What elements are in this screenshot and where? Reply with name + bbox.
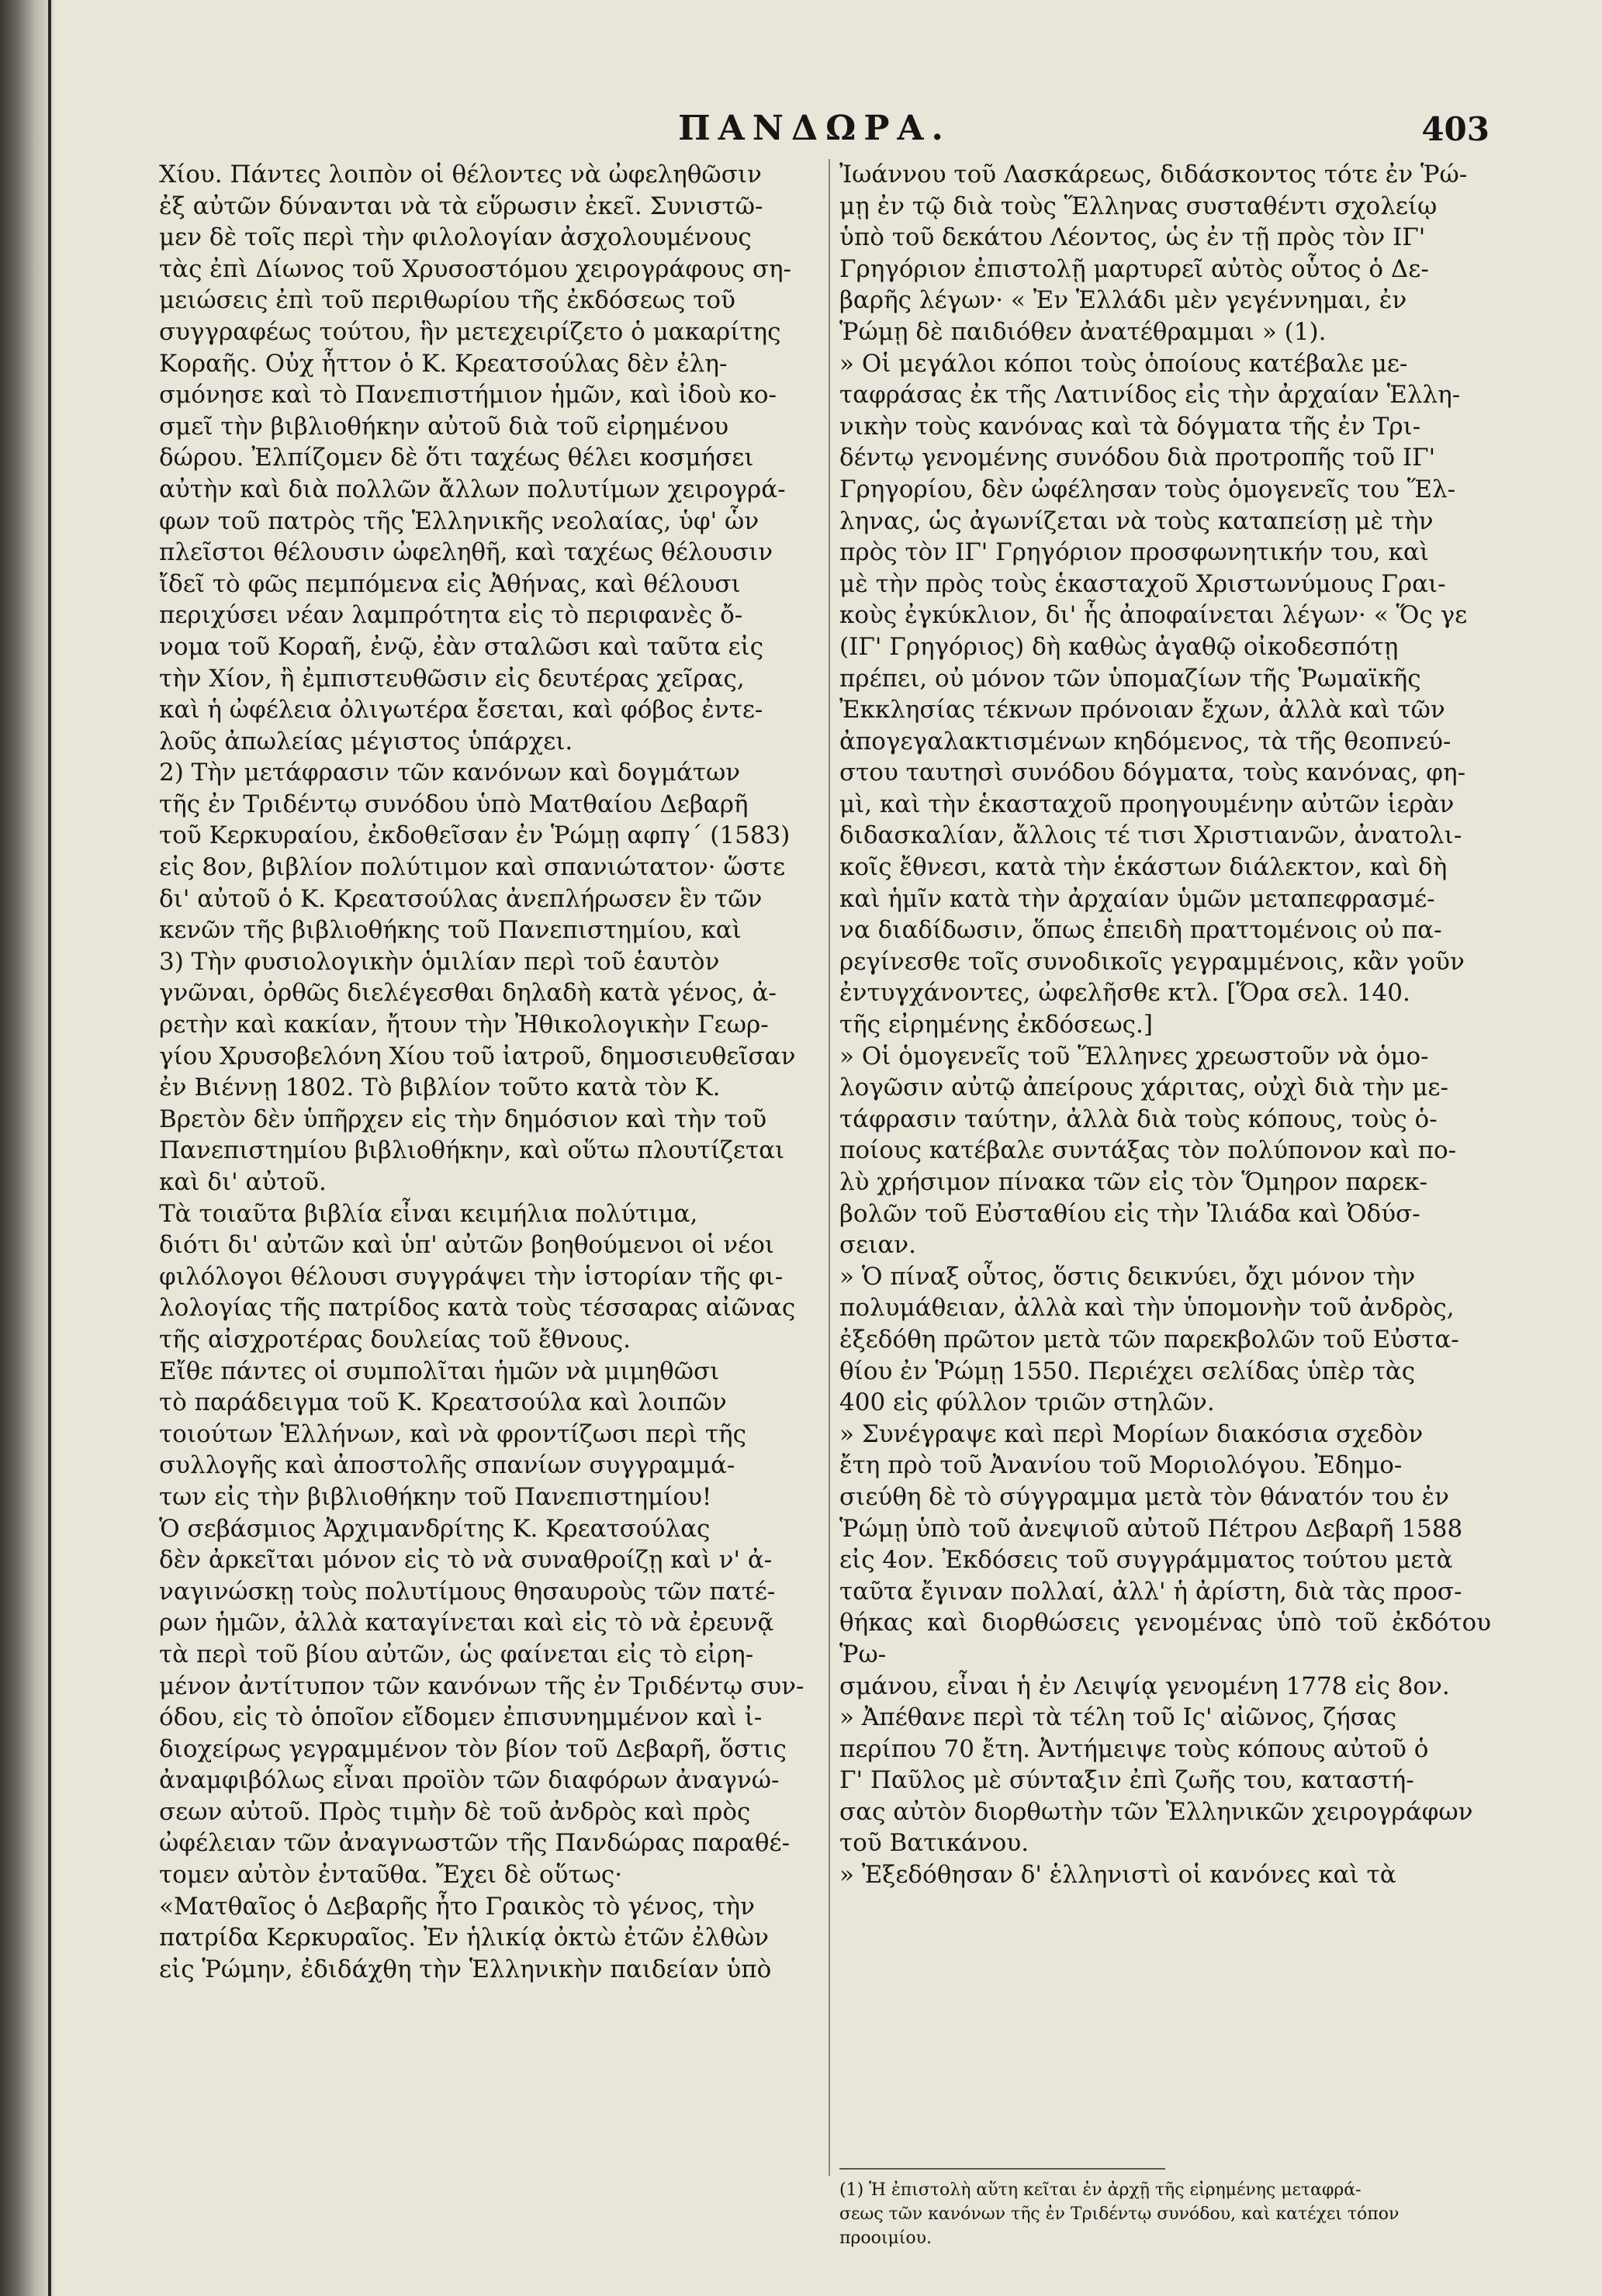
text-line: λογῶσιν αὐτῷ ἀπείρους χάριτας, οὐχὶ διὰ τὴν με-: [839, 1074, 1448, 1102]
text-line: ληνας, ὡς ἀγωνίζεται νὰ τοὺς καταπείσῃ μὲ τὴν: [839, 507, 1434, 535]
text-line: ἔτη πρὸ τοῦ Ἀνανίου τοῦ Μοριολόγου. Ἐδημο-: [839, 1451, 1403, 1480]
left-column: [159, 159, 818, 1985]
text-line: 3) Τὴν φυσιολογικὴν ὁμιλίαν περὶ τοῦ ἑαυτὸν: [159, 947, 720, 976]
text-line: Τὰ τοιαῦτα βιβλία εἶναι κειμήλια πολύτιμα,: [159, 1199, 698, 1228]
text-line: Ῥώμῃ ὑπὸ τοῦ ἀνεψιοῦ αὐτοῦ Πέτρου Δεβαρῆ 1588: [839, 1514, 1463, 1543]
text-line: «Ματθαῖος ὁ Δεβαρῆς ἦτο Γραικὸς τὸ γένος, τὴν: [159, 1892, 755, 1921]
text-line: καὶ ἡμῖν κατὰ τὴν ἀρχαίαν ὑμῶν μεταπεφρασμέ-: [839, 884, 1435, 913]
text-line: κοὺς ἐγκύκλιον, δι' ἧς ἀποφαίνεται λέγων· « Ὅς γε: [839, 601, 1468, 630]
text-line: ποίους κατέβαλε συντάξας τὸν πολύπονον καὶ πο-: [839, 1136, 1457, 1165]
text-line: δὲν ἀρκεῖται μόνον εἰς τὸ νὰ συναθροίζῃ καὶ ν' ἀ-: [159, 1546, 773, 1575]
text-line: τὰ περὶ τοῦ βίου αὐτῶν, ὡς φαίνεται εἰς τὸ εἰρη-: [159, 1640, 754, 1668]
text-line: νικὴν τοὺς κανόνας καὶ τὰ δόγματα τῆς ἐν Τρι-: [839, 412, 1421, 441]
text-line: βαρῆς λέγων· « Ἐν Ἑλλάδι μὲν γεγέννημαι, ἐν: [839, 286, 1407, 315]
text-line: ὠφέλειαν τῶν ἀναγνωστῶν τῆς Πανδώρας παραθέ-: [159, 1829, 791, 1858]
text-line: τῆς αἰσχροτέρας δουλείας τοῦ ἔθνους.: [159, 1325, 631, 1354]
text-line: πλεῖστοι θέλουσιν ὠφεληθῆ, καὶ ταχέως θέλουσιν: [159, 538, 773, 567]
text-line: διοχείρως γεγραμμένον τὸν βίον τοῦ Δεβαρῆ, ὅστις: [159, 1734, 787, 1763]
text-line: Ὁ σεβάσμιος Ἀρχιμανδρίτης Κ. Κρεατσούλας: [159, 1514, 711, 1543]
text-line: καὶ δι' αὐτοῦ.: [159, 1168, 327, 1196]
text-line: γνῶναι, ὀρθῶς διελέγεσθαι δηλαδὴ κατὰ γένος, ἀ-: [159, 979, 777, 1008]
text-line: τοιούτων Ἑλλήνων, καὶ νὰ φροντίζωσι περὶ τῆς: [159, 1419, 746, 1448]
text-line: μὲ τὴν πρὸς τοὺς ἑκασταχοῦ Χριστωνύμους Γραι-: [839, 569, 1446, 598]
text-line: τοῦ Κερκυραίου, ἐκδοθεῖσαν ἐν Ῥώμῃ αφπγ΄ (1583): [159, 821, 791, 850]
text-line: σμεῖ τὴν βιβλιοθήκην αὐτοῦ διὰ τοῦ εἰρημένου: [159, 412, 729, 441]
text-line: βολῶν τοῦ Εὐσταθίου εἰς τὴν Ἰλιάδα καὶ Ὀδύσ-: [839, 1199, 1420, 1228]
text-line: ἀπογεγαλακτισμένων κηδόμενος, τὰ τῆς θεοπνεύ-: [839, 727, 1451, 756]
text-line: των εἰς τὴν βιβλιοθήκην τοῦ Πανεπιστημίου!: [159, 1482, 712, 1511]
text-line: ναγινώσκῃ τοὺς πολυτίμους θησαυροὺς τῶν πατέ-: [159, 1577, 776, 1606]
page-number: 403: [1421, 110, 1490, 148]
text-line: σιεύθη δὲ τὸ σύγγραμμα μετὰ τὸν θάνατόν του ἐν: [839, 1482, 1449, 1511]
text-line: μεν δὲ τοῖς περὶ τὴν φιλολογίαν ἀσχολουμένους: [159, 223, 752, 252]
text-line: ἴδεῖ τὸ φῶς πεμπόμενα εἰς Ἀθήνας, καὶ θέλουσι: [159, 569, 741, 598]
text-line: εἰς 8ον, βιβλίον πολύτιμον καὶ σπανιώτατον· ὥστε: [159, 853, 786, 882]
text-line: » Οἱ μεγάλοι κόποι τοὺς ὁποίους κατέβαλε με-: [839, 349, 1408, 378]
text-line: ἐξεδόθη πρῶτον μετὰ τῶν παρεκβολῶν τοῦ Εὐστα-: [839, 1325, 1459, 1354]
footnote-line: σεως τῶν κανόνων τῆς ἐν Τριδέντῳ συνόδου, καὶ κατέχει τόπον: [839, 2204, 1400, 2224]
text-line: φιλόλογοι θέλουσι συγγράψει τὴν ἱστορίαν τῆς φι-: [159, 1262, 784, 1291]
text-line: όδου, εἰς τὸ ὁποῖον εἴδομεν ἐπισυνημμένον καὶ ἰ-: [159, 1703, 763, 1732]
text-line: σεων αὐτοῦ. Πρὸς τιμὴν δὲ τοῦ ἀνδρὸς καὶ πρὸς: [159, 1797, 751, 1826]
text-line: ἀναμφιβόλως εἶναι προϊὸν τῶν διαφόρων ἀναγνώ-: [159, 1766, 780, 1795]
text-line: θίου ἐν Ῥώμῃ 1550. Περιέχει σελίδας ὑπὲρ τὰς: [839, 1357, 1416, 1385]
text-line: πρέπει, οὐ μόνον τῶν ὑπομαζίων τῆς Ῥωμαϊκῆς: [839, 664, 1421, 693]
text-line: Ἐκκλησίας τέκνων πρόνοιαν ἔχων, ἀλλὰ καὶ τῶν: [839, 696, 1445, 724]
text-line: ρων ἡμῶν, ἀλλὰ καταγίνεται καὶ εἰς τὸ νὰ ἐρευνᾷ: [159, 1609, 774, 1637]
text-line: κοῖς ἔθνεσι, κατὰ τὴν ἑκάστων διάλεκτον, καὶ δὴ: [839, 853, 1448, 882]
column-divider: [829, 159, 830, 2176]
text-line: αὐτὴν καὶ διὰ πολλῶν ἄλλων πολυτίμων χειρογρά-: [159, 475, 786, 503]
text-line: Γρηγόριον ἐπιστολῇ μαρτυρεῖ αὐτὸς οὗτος ὁ Δε-: [839, 254, 1429, 283]
book-spine-shadow: [0, 0, 54, 2296]
text-line: θήκας καὶ διορθώσεις γενομένας ὑπὸ τοῦ ἐκδότου Ῥω-: [839, 1609, 1491, 1668]
text-line: Ῥώμῃ δὲ παιδιόθεν ἀνατέθραμμαι » (1).: [839, 317, 1327, 346]
text-line: τομεν αὐτὸν ἐνταῦθα. Ἔχει δὲ οὕτως·: [159, 1861, 623, 1890]
text-line: ταφράσας ἐκ τῆς Λατινίδος εἰς τὴν ἀρχαίαν Ἑλλη-: [839, 381, 1461, 410]
text-line: λολογίας τῆς πατρίδος κατὰ τοὺς τέσσαρας αἰῶνας: [159, 1294, 796, 1323]
text-line: σμόνησε καὶ τὸ Πανεπιστήμιον ἡμῶν, καὶ ἰδοὺ κο-: [159, 381, 777, 410]
text-line: » Οἱ ὁμογενεῖς τοῦ Ἕλληνες χρεωστοῦν νὰ ὁμο-: [839, 1042, 1429, 1070]
text-line: Βρετὸν δὲν ὑπῆρχεν εἰς τὴν δημόσιον καὶ τὴν τοῦ: [159, 1105, 767, 1133]
text-line: Κοραῆς. Οὐχ ἧττον ὁ Κ. Κρεατσούλας δὲν ἐλη-: [159, 349, 728, 378]
text-line: λὺ χρήσιμον πίνακα τῶν εἰς τὸν Ὅμηρον παρεκ-: [839, 1168, 1427, 1196]
text-line: Εἴθε πάντες οἱ συμπολῖται ἡμῶν νὰ μιμηθῶσι: [159, 1357, 720, 1385]
text-line: δι' αὐτοῦ ὁ Κ. Κρεατσούλας ἀνεπλήρωσεν ἓν τῶν: [159, 884, 763, 913]
right-column: [839, 159, 1491, 1891]
running-header: [140, 109, 1490, 163]
text-line: δώρου. Ἐλπίζομεν δὲ ὅτι ταχέως θέλει κοσμήσει: [159, 444, 754, 472]
text-line: Χίου. Πάντες λοιπὸν οἱ θέλοντες νὰ ὠφεληθῶσιν: [159, 161, 762, 188]
text-line: συγγραφέως τούτου, ἣν μετεχειρίζετο ὁ μακαρίτης: [159, 317, 781, 346]
text-line: νομα τοῦ Κοραῆ, ἐνῷ, ἐὰν σταλῶσι καὶ ταῦτα εἰς: [159, 632, 764, 661]
text-line: περίπου 70 ἔτη. Ἀντήμειψε τοὺς κόπους αὐτοῦ ὁ: [839, 1734, 1429, 1763]
text-line: Γρηγορίου, δὲν ὠφέλησαν τοὺς ὁμογενεῖς του Ἕλ-: [839, 475, 1456, 503]
footnote: [839, 2178, 1491, 2250]
footnote-line: (1) Ἡ ἐπιστολὴ αὕτη κεῖται ἐν ἀρχῇ τῆς εἰρημένης μεταφρά-: [839, 2180, 1362, 2200]
text-line: τῆς εἰρημένης ἐκδόσεως.]: [839, 1011, 1153, 1039]
text-line: συλλογῆς καὶ ἀποστολῆς σπανίων συγγραμμά-: [159, 1451, 735, 1480]
text-line: » Ὁ πίναξ οὗτος, ὅστις δεικνύει, ὄχι μόνον τὴν: [839, 1262, 1416, 1291]
text-line: φων τοῦ πατρὸς τῆς Ἑλληνικῆς νεολαίας, ὑφ' ὧν: [159, 507, 759, 535]
text-line: τοῦ Βατικάνου.: [839, 1829, 1029, 1858]
text-line: σειαν.: [839, 1231, 917, 1260]
text-line: (ΙΓ' Γρηγόριος) δὴ καθὼς ἀγαθῷ οἰκοδεσπότῃ: [839, 632, 1399, 661]
text-line: πολυμάθειαν, ἀλλὰ καὶ τὴν ὑπομονὴν τοῦ ἀνδρὸς,: [839, 1294, 1455, 1323]
text-line: τάφρασιν ταύτην, ἀλλὰ διὰ τοὺς κόπους, τοὺς ὁ-: [839, 1105, 1438, 1133]
text-line: μένον ἀντίτυπον τῶν κανόνων τῆς ἐν Τριδέντῳ συν-: [159, 1672, 804, 1700]
text-line: τὴν Χίον, ἢ ἐμπιστευθῶσιν εἰς δευτέρας χεῖρας,: [159, 664, 745, 693]
text-line: 400 εἰς φύλλον τριῶν στηλῶν.: [839, 1388, 1215, 1417]
text-line: 2) Τὴν μετάφρασιν τῶν κανόνων καὶ δογμάτων: [159, 759, 741, 787]
text-line: μὶ, καὶ τὴν ἑκασταχοῦ προηγουμένην αὐτῶν ἱερὰν: [839, 790, 1455, 818]
text-line: εἰς Ῥώμην, ἐδιδάχθη τὴν Ἑλληνικὴν παιδείαν ὑπὸ: [159, 1955, 772, 1983]
running-title: ΠΑΝΔΩΡΑ.: [678, 109, 951, 148]
text-line: εἰς 4ον. Ἐκδόσεις τοῦ συγγράμματος τούτου μετὰ: [839, 1546, 1453, 1575]
text-line: Ἰωάννου τοῦ Λασκάρεως, διδάσκοντος τότε ἐν Ῥώ-: [839, 161, 1468, 188]
text-line: γίου Χρυσοβελόνη Χίου τοῦ ἰατροῦ, δημοσιευθεῖσαν: [159, 1042, 796, 1070]
text-line: καὶ ἡ ὠφέλεια ὀλιγωτέρα ἔσεται, καὶ φόβος ἐντε-: [159, 696, 763, 724]
text-line: διδασκαλίαν, ἄλλοις τέ τισι Χριστιανῶν, ἀνατολι-: [839, 821, 1462, 850]
text-line: ἐν Βιέννῃ 1802. Τὸ βιβλίον τοῦτο κατὰ τὸν Κ.: [159, 1074, 721, 1102]
text-line: ρεγίνεσθε τοῖς συνοδικοῖς γεγραμμένοις, κἂν γοῦν: [839, 947, 1465, 976]
binding-edge: [48, 0, 51, 2296]
text-line: » Συνέγραψε καὶ περὶ Μορίων διακόσια σχεδὸν: [839, 1419, 1424, 1448]
text-line: ὑπὸ τοῦ δεκάτου Λέοντος, ὡς ἐν τῇ πρὸς τὸν ΙΓ': [839, 223, 1426, 252]
text-line: διότι δι' αὐτῶν καὶ ὑπ' αὐτῶν βοηθούμενοι οἱ νέοι: [159, 1231, 775, 1260]
text-line: στου ταυτησὶ συνόδου δόγματα, τοὺς κανόνας, φη-: [839, 759, 1466, 787]
text-line: σμάνου, εἶναι ἡ ἐν Λειψίᾳ γενομένη 1778 εἰς 8ον.: [839, 1672, 1450, 1700]
text-line: » Ἀπέθανε περὶ τὰ τέλη τοῦ Ις' αἰῶνος, ζήσας: [839, 1703, 1397, 1732]
text-line: Γ' Παῦλος μὲ σύνταξιν ἐπὶ ζωῆς του, καταστή-: [839, 1766, 1414, 1795]
text-line: ἐντυγχάνοντες, ὠφελῆσθε κτλ. [Ὅρα σελ. 140.: [839, 979, 1410, 1008]
text-line: ταῦτα ἔγιναν πολλαί, ἀλλ' ἡ ἀρίστη, διὰ τὰς προσ-: [839, 1577, 1462, 1606]
text-line: τὰς ἐπὶ Δίωνος τοῦ Χρυσοστόμου χειρογράφους ση-: [159, 254, 792, 283]
text-line: σας αὐτὸν διορθωτὴν τῶν Ἑλληνικῶν χειρογράφων: [839, 1797, 1473, 1826]
text-line: δέντῳ γενομένης συνόδου διὰ προτροπῆς τοῦ ΙΓ': [839, 444, 1436, 472]
text-line: ρετὴν καὶ κακίαν, ἤτουν τὴν Ἠθικολογικὴν Γεωρ-: [159, 1011, 769, 1039]
text-line: κενῶν τῆς βιβλιοθήκης τοῦ Πανεπιστημίου, καὶ: [159, 916, 742, 945]
footnote-rule: [839, 2168, 1165, 2170]
footnote-line: προοιμίου.: [839, 2229, 932, 2248]
text-line: να διαδίδωσιν, ὅπως ἐπειδὴ πραττομένοις οὐ πα-: [839, 916, 1442, 945]
text-line: περιχύσει νέαν λαμπρότητα εἰς τὸ περιφανὲς ὄ-: [159, 601, 743, 630]
text-line: πατρίδα Κερκυραῖος. Ἐν ἡλικίᾳ ὀκτὼ ἐτῶν ἐλθὼν: [159, 1924, 769, 1952]
text-line: ἐξ αὐτῶν δύνανται νὰ τὰ εὕρωσιν ἐκεῖ. Συνιστῶ-: [159, 192, 763, 220]
text-line: τὸ παράδειγμα τοῦ Κ. Κρεατσούλα καὶ λοιπῶν: [159, 1388, 727, 1417]
text-line: τῆς ἐν Τριδέντῳ συνόδου ὑπὸ Ματθαίου Δεβαρῆ: [159, 790, 749, 818]
text-line: λοῦς ἀπωλείας μέγιστος ὑπάρχει.: [159, 727, 573, 756]
text-line: Πανεπιστημίου βιβλιοθήκην, καὶ οὕτω πλουτίζεται: [159, 1136, 785, 1165]
text-line: μειώσεις ἐπὶ τοῦ περιθωρίου τῆς ἐκδόσεως τοῦ: [159, 286, 735, 315]
text-line: πρὸς τὸν ΙΓ' Γρηγόριον προσφωνητικήν του, καὶ: [839, 538, 1429, 567]
text-line: » Ἐξεδόθησαν δ' ἑλληνιστὶ οἱ κανόνες καὶ τὰ: [839, 1861, 1396, 1890]
text-line: μῃ ἐν τῷ διὰ τοὺς Ἕλληνας συσταθέντι σχολείῳ: [839, 192, 1438, 220]
